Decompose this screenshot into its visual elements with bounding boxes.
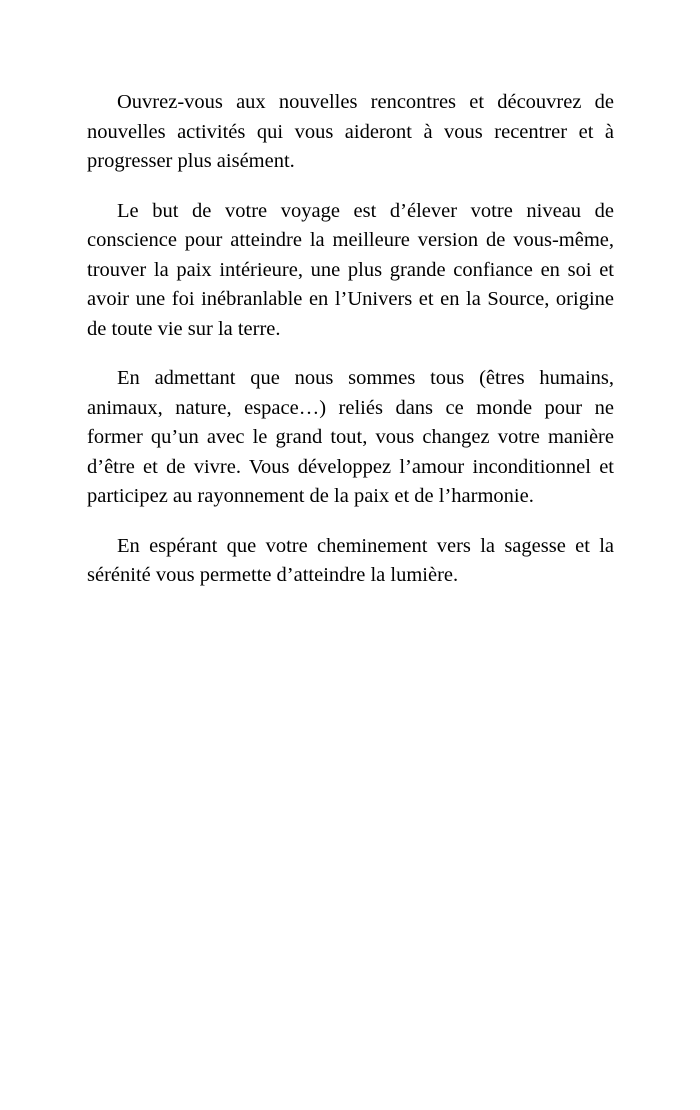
paragraph-journey-goal: Le but de votre voyage est d’élever votre niveau de conscience pour atteindre la meilleure version de vous-même, trouver la paix intérieure, une plus grande confiance en soi et avoir une foi inébranlable en l’Univers et en la Source, origine de toute vie sur la terre. [87,199,614,340]
paragraph-wish: En espérant que votre cheminement vers la sagesse et la sérénité vous permette d’atteindre la lumière. [87,534,614,586]
paragraph-connection: En admettant que nous sommes tous (êtres humains, animaux, nature, espace…) reliés dans ce monde pour ne former qu’un avec le grand tout, vous changez votre manière d’être et de vivre. Vous développez l’amour inconditionnel et participez au rayonnement de la paix et de l’harmonie. [87,367,614,507]
document-page [87,88,614,611]
paragraph-openness: Ouvrez-vous aux nouvelles rencontres et découvrez de nouvelles activités qui vous aideront à vous recentrer et à progresser plus aisément. [87,91,614,172]
